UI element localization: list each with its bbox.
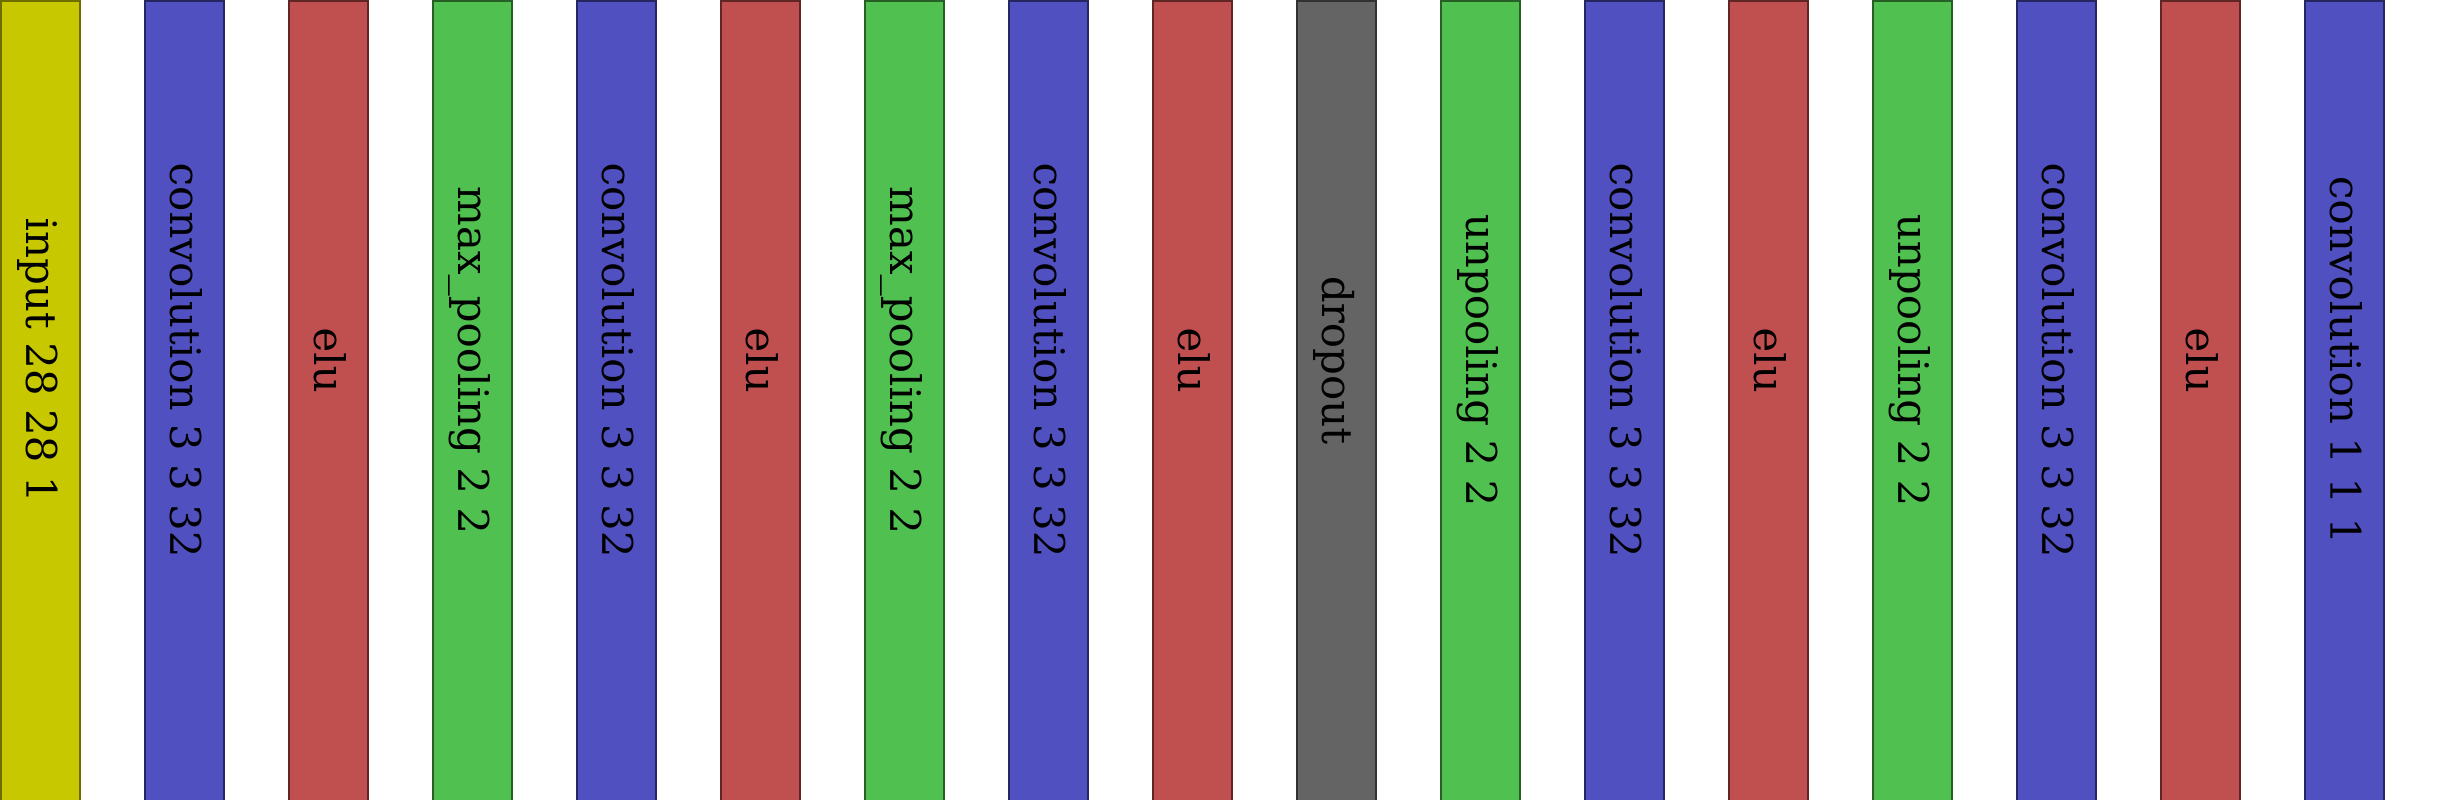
layer-7-label: max_pooling 2 2 [880,186,929,534]
layer-10-dropout [1297,1,1376,800]
layer-7-pooling [865,1,944,800]
layer-3-activation [289,1,368,800]
layer-8-label: convolution 3 3 32 [1024,162,1073,558]
layer-8-convolution [1009,1,1088,800]
layer-13-label: elu [1744,327,1793,393]
layer-17-convolution [2305,1,2384,800]
layer-16-label: elu [2176,327,2225,393]
layer-11-label: unpooling 2 2 [1456,213,1505,507]
layer-12-label: convolution 3 3 32 [1600,162,1649,558]
layer-14-label: unpooling 2 2 [1888,213,1937,507]
layer-3-label: elu [304,327,353,393]
layer-16-block [2161,1,2240,800]
layer-5-label: convolution 3 3 32 [592,162,641,558]
layer-9-block [1153,1,1232,800]
layer-9-label: elu [1168,327,1217,393]
layer-1-label: input 28 28 1 [16,217,65,503]
layer-6-label: elu [736,327,785,393]
layer-4-label: max_pooling 2 2 [448,186,497,534]
layer-13-activation [1729,1,1808,800]
layer-3-block [289,1,368,800]
layer-stack [1,1,2384,800]
layer-17-label: convolution 1 1 1 [2320,175,2369,545]
layer-6-activation [721,1,800,800]
layer-10-label: dropout [1312,275,1361,445]
layer-2-convolution [145,1,224,800]
layer-5-convolution [577,1,656,800]
layer-11-pooling [1441,1,1520,800]
layer-4-pooling [433,1,512,800]
layer-15-convolution [2017,1,2096,800]
layer-13-block [1729,1,1808,800]
layer-15-label: convolution 3 3 32 [2032,162,2081,558]
layer-2-label: convolution 3 3 32 [160,162,209,558]
layer-1-input [1,1,80,800]
layer-9-activation [1153,1,1232,800]
layer-16-activation [2161,1,2240,800]
layer-14-pooling [1873,1,1952,800]
layer-6-block [721,1,800,800]
layer-12-convolution [1585,1,1664,800]
